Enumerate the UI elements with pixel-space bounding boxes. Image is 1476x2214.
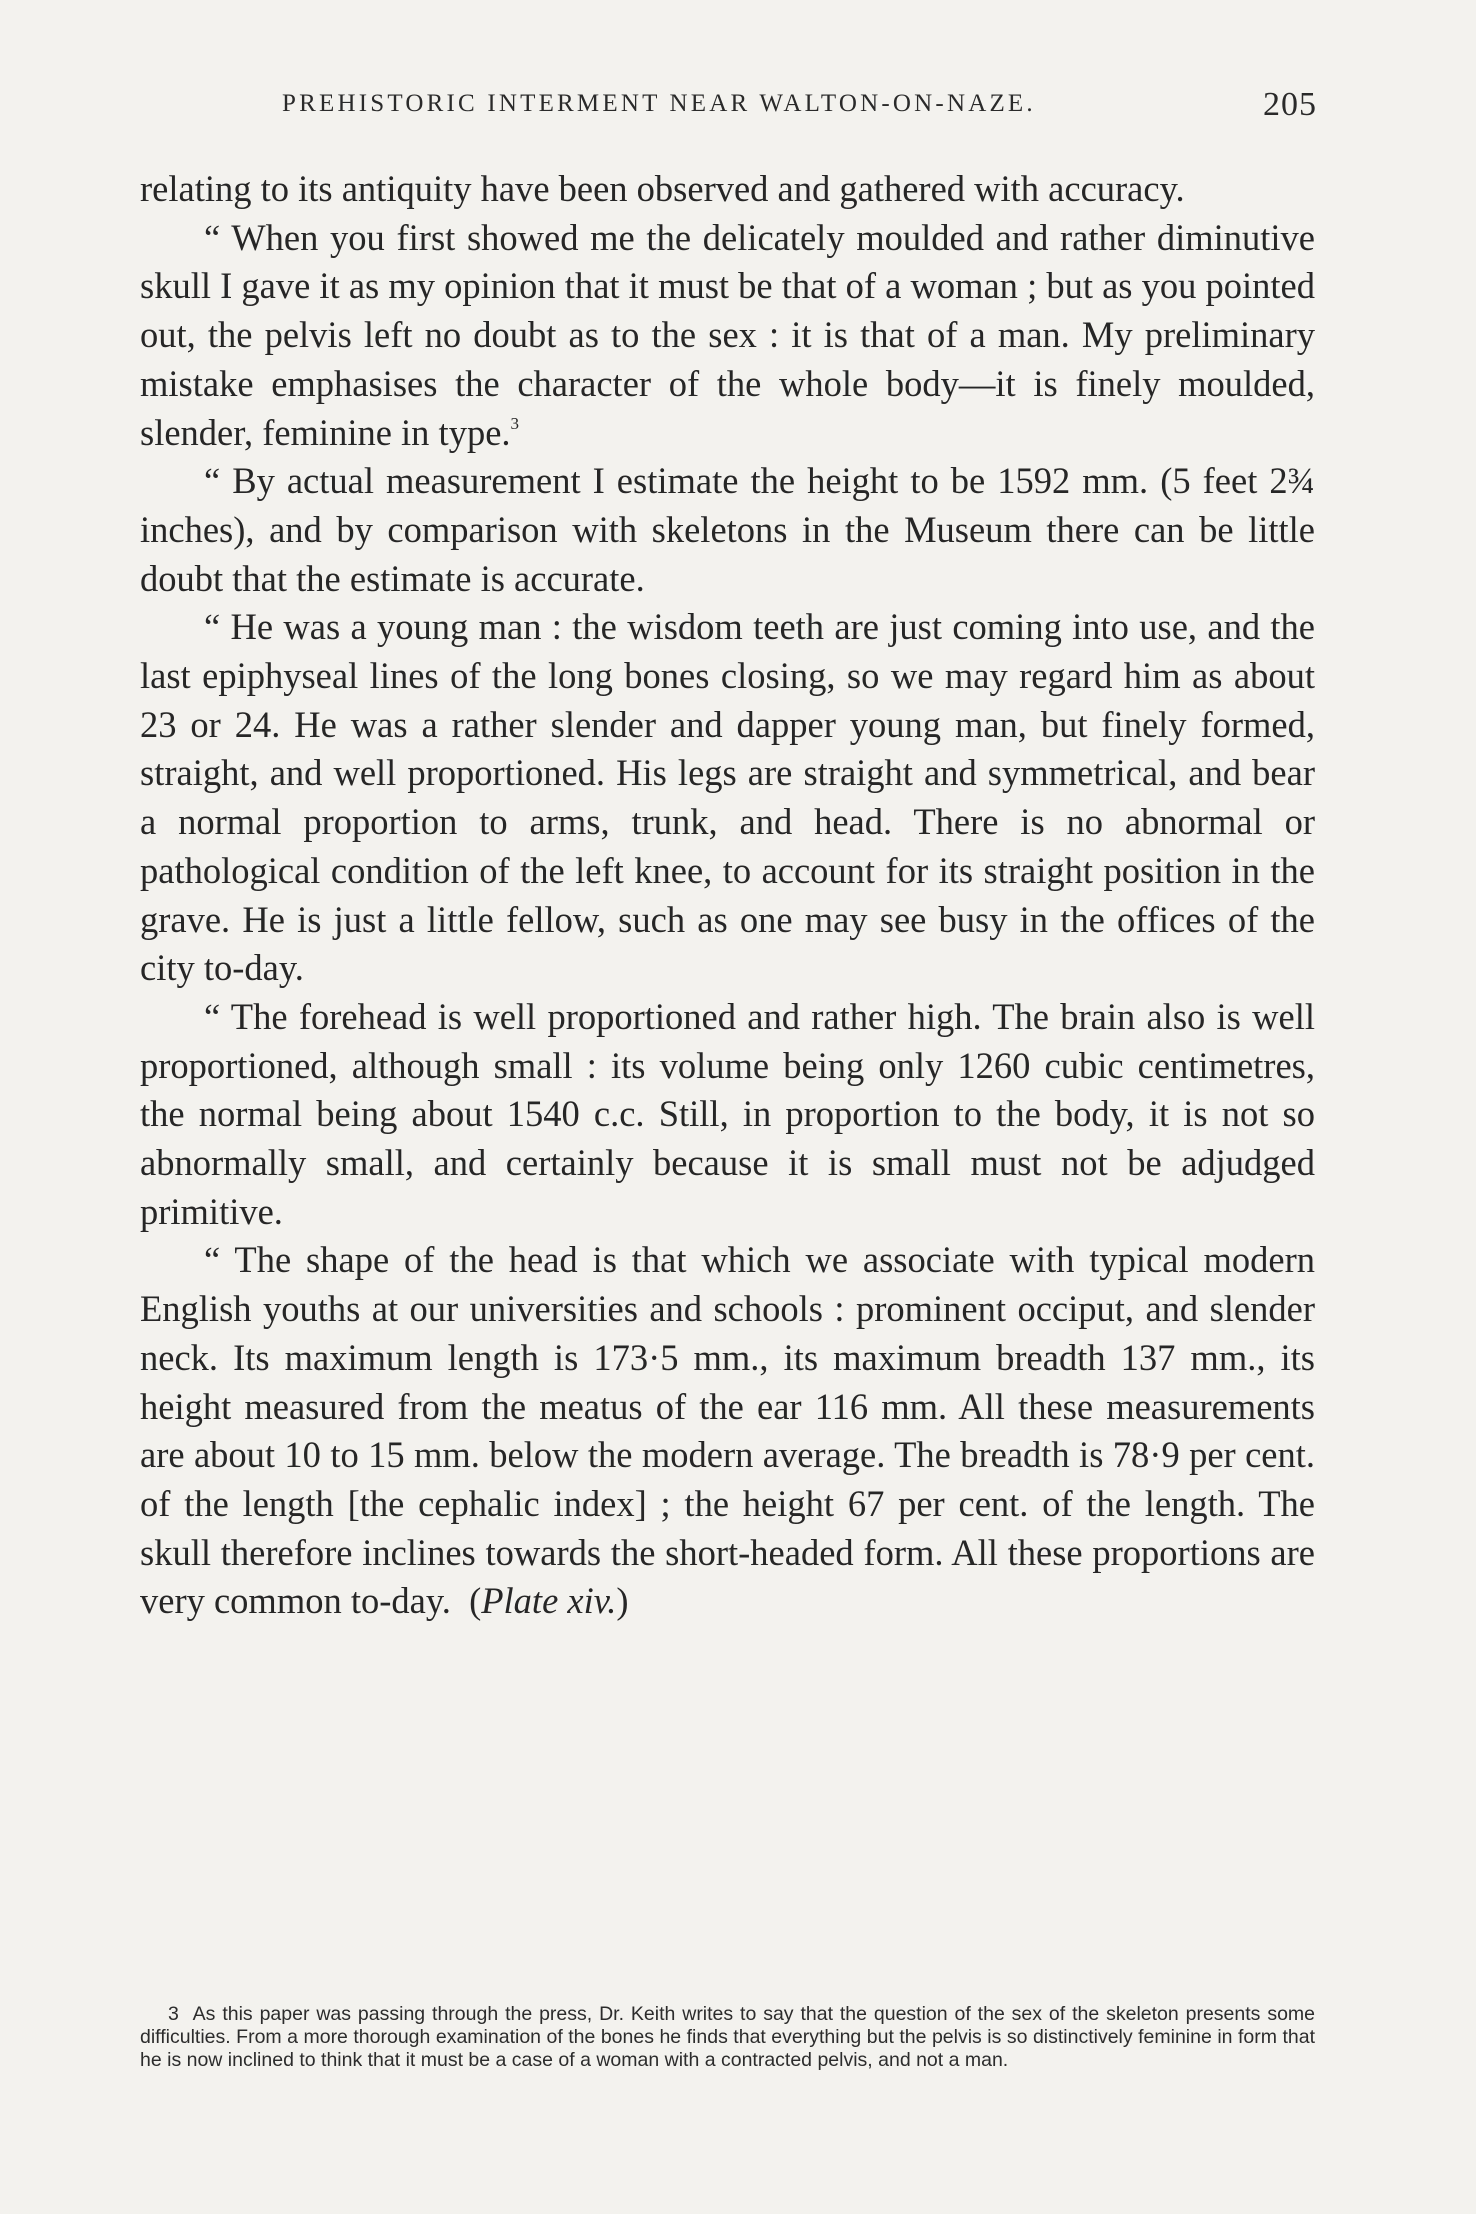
page-header [282, 86, 1317, 136]
paragraph-6: “ The shape of the head is that which we associate with typical modern English youths at our universities and schools : prominent occiput, and slender neck. Its maximum length is 173·5 mm., its maximum breadth 137 mm., its height measured from the meatus of the ear 116 mm. All these measurements are about 10 to 15 mm. below the modern average. The breadth is 78·9 per cent. of the length [the cephalic index] ; the height 67 per cent. of the length. The skull therefore inclines towards the short-headed form. All these proportions are very common to-day. (Plate xiv.) [140, 1239, 1315, 1622]
paragraph-1: relating to its antiquity have been observed and gathered with accuracy. [140, 168, 1185, 209]
plate-reference: Plate xiv. [481, 1580, 617, 1622]
footnote-3 [140, 2003, 1315, 2072]
paragraph-3: “ By actual measurement I estimate the height to be 1592 mm. (5 feet 2¾ inches), and by comparison with skeletons in the Museum there can be little doubt that the estimate is accurate. [140, 460, 1315, 599]
paragraph-4: “ He was a young man : the wisdom teeth are just coming into use, and the last epiphyseal lines of the long bones closing, so we may regard him as about 23 or 24. He was a rather slender and dapper young man, but finely formed, straight, and well proportioned. His legs are straight and symmetrical, and bear a normal proportion to arms, trunk, and head. There is no abnormal or pathological condition of the left knee, to account for its straight position in the grave. He is just a little fellow, such as one may see busy in the offices of the city to-day. [140, 606, 1315, 989]
running-head: PREHISTORIC INTERMENT NEAR WALTON-ON-NAZE. [282, 90, 1036, 117]
footnote-reference[interactable]: 3 [510, 413, 520, 433]
plate-reference-open: ( [469, 1580, 482, 1622]
paragraph-5: “ The forehead is well proportioned and rather high. The brain also is well proportioned, although small : its volume being only 1260 cubic centimetres, the normal being about 1540 c.c. Still, in proportion to the body, it is not so abnormally small, and certainly because it is small must not be adjudged primitive. [140, 995, 1315, 1232]
plate-reference-close: ) [616, 1580, 629, 1622]
page-number: 205 [1263, 86, 1317, 123]
footnote-number: 3 [168, 2003, 179, 2025]
footnote-text: As this paper was passing through the press, Dr. Keith writes to say that the question of the sex of the skeleton presents some difficulties. From a more thorough examination of the bones he finds that everything but the pelvis is so distinctively feminine in form that he is now inclined to think that it must be a case of a woman with a contracted pelvis, and not a man. [140, 2003, 1315, 2071]
body-text [140, 165, 1315, 1626]
paragraph-2: “ When you first showed me the delicately moulded and rather diminutive skull I gave it as my opinion that it must be that of a woman ; but as you pointed out, the pelvis left no doubt as to the sex : it is that of a man. My preliminary mistake emphasises the character of the whole body—it is finely moulded, slender, feminine in type.$^3$ [140, 216, 1315, 453]
footnotes [140, 2003, 1315, 2072]
